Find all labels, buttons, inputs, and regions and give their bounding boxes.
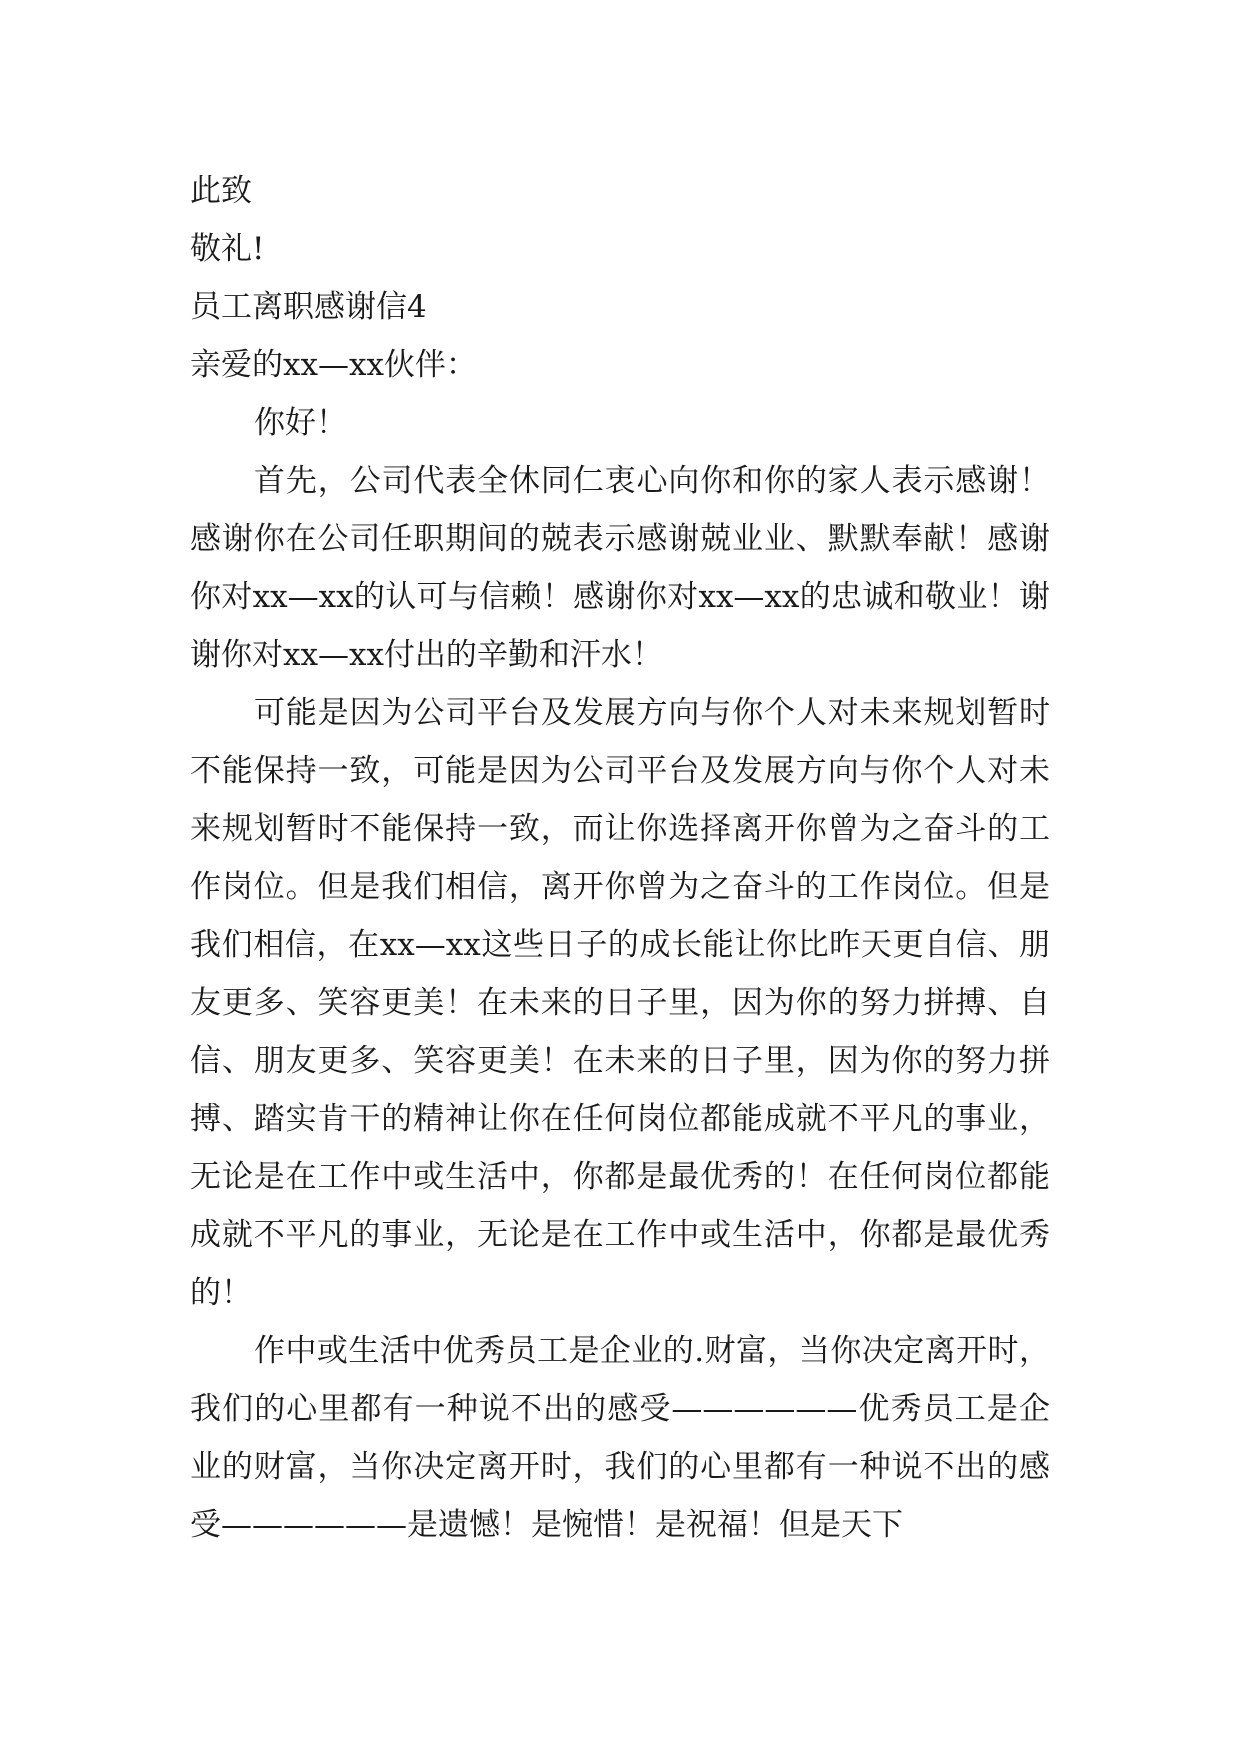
paragraph-departure: 可能是因为公司平台及发展方向与你个人对未来规划暂时不能保持一致，可能是因为公司平台及发展方向与你个人对未来规划暂时不能保持一致，而让你选择离开你曾为之奋斗的工作岗位。但是我们相信，离开你曾为之奋斗的工作岗位。但是我们相信，在xx—xx这些日子的成长能让你比昨天更自信、朋友更多、笑容更美！在未来的日子里，因为你的努力拼搏、自信、朋友更多、笑容更美！在未来的日子里，因为你的努力拼搏、踏实肯干的精神让你在任何岗位都能成就不平凡的事业，无论是在工作中或生活中，你都是最优秀的！在任何岗位都能成就不平凡的事业，无论是在工作中或生活中，你都是最优秀的！ xyxy=(190,695,1050,1311)
greeting-line: 亲爱的xx—xx伙伴： xyxy=(190,347,477,383)
paragraph-farewell: 作中或生活中优秀员工是企业的.财富，当你决定离开时，我们的心里都有一种说不出的感受——————优秀员工是企业的财富，当你决定离开时，我们的心里都有一种说不出的感受——————是遗憾！是惋惜！是祝福！但是天下 xyxy=(190,1333,1050,1543)
closing-line: 此致 xyxy=(190,173,252,209)
paragraph-thanks: 首先，公司代表全休同仁衷心向你和你的家人表示感谢！感谢你在公司任职期间的兢表示感谢兢业业、默默奉献！感谢你对xx—xx的认可与信赖！感谢你对xx—xx的忠诚和敬业！谢谢你对xx—xx付出的辛勤和汗水！ xyxy=(190,463,1050,673)
hello-line: 你好！ xyxy=(254,405,347,441)
document-body xyxy=(190,162,1050,1554)
letter-title: 员工离职感谢信4 xyxy=(190,289,427,325)
salute-line: 敬礼! xyxy=(190,231,265,267)
